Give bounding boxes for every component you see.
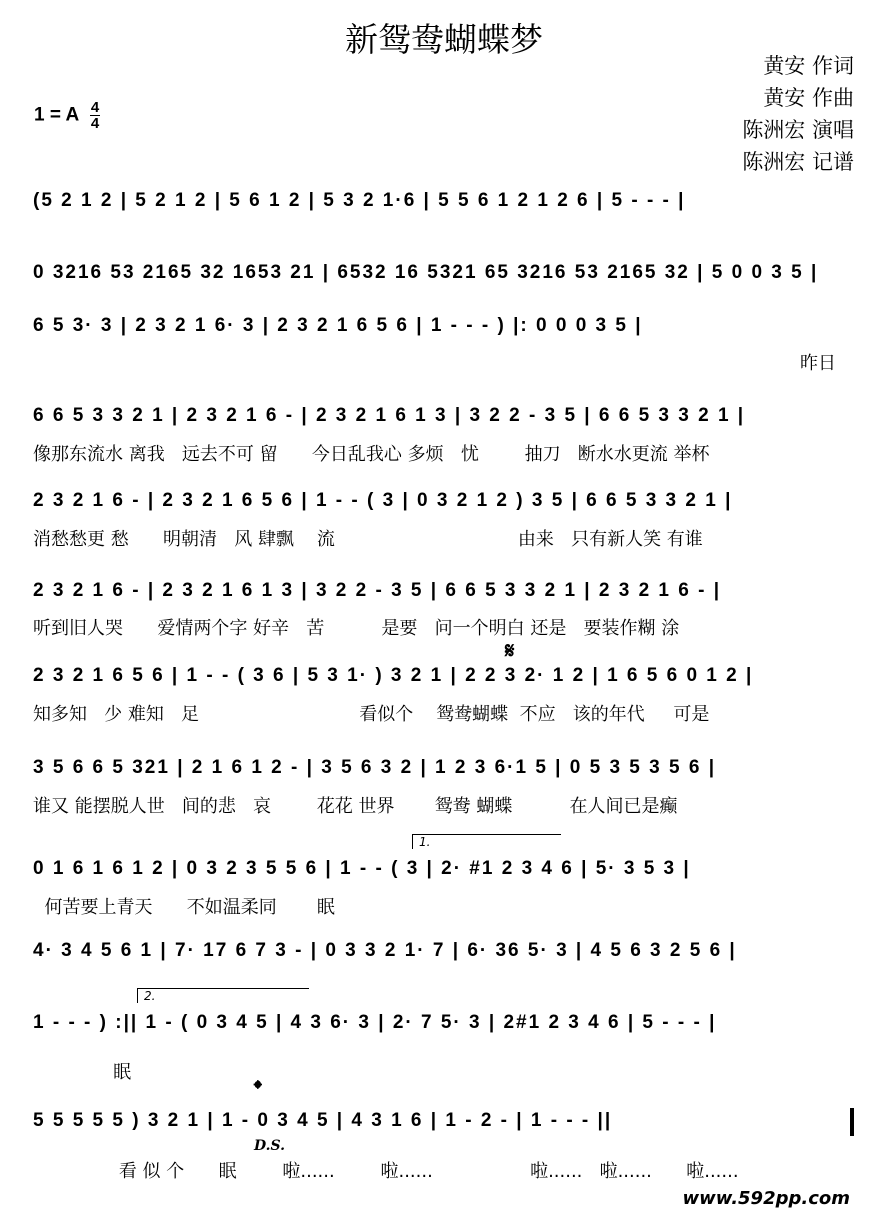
staff-6-lyrics: 听到旧人哭 爱情两个字 好辛 苦 是要 问一个明白 还是 要装作糊 涂 bbox=[33, 618, 680, 639]
coda-icon: 𝄌 bbox=[254, 1076, 262, 1102]
staff-2-notes: 0 3216 53 2165 32 1653 21 | 6532 16 5321 65 3216 53 2165 32 | 5 0 0 3 5 | bbox=[33, 262, 819, 283]
composer-credit: 黄安 作曲 bbox=[763, 86, 854, 110]
second-ending-bracket bbox=[137, 988, 309, 1003]
staff-8-notes: 3 5 6 6 5 321 | 2 1 6 1 2 - | 3 5 6 3 2 | 1 2 3 6·1 5 | 0 5 3 5 3 5 6 | bbox=[33, 757, 717, 778]
staff-11-notes: 1 - - - ) :|| 1 - ( 0 3 4 5 | 4 3 6· 3 | 2· 7 5· 3 | 2#1 2 3 4 6 | 5 - - - | bbox=[33, 1012, 717, 1033]
ds-marking: D.S. bbox=[254, 1138, 286, 1154]
transcriber-credit: 陈洲宏 记谱 bbox=[742, 150, 854, 174]
staff-3-notes: 6 5 3· 3 | 2 3 2 1 6· 3 | 2 3 2 1 6 5 6 | 1 - - - ) |: 0 0 0 3 5 | bbox=[33, 315, 643, 336]
staff-9-lyrics: 何苦要上青天 不如温柔同 眠 bbox=[33, 897, 335, 918]
staff-7-lyrics: 知多知 少 难知 足 看似个 鸳鸯蝴蝶 不应 该的年代 可是 bbox=[33, 704, 710, 725]
first-ending-bracket bbox=[412, 834, 561, 849]
staff-5-lyrics: 消愁愁更 愁 明朝清 风 肆飘 流 由来 只有新人笑 有谁 bbox=[33, 529, 703, 550]
staff-1-notes: (5 2 1 2 | 5 2 1 2 | 5 6 1 2 | 5 3 2 1·6 | 5 5 6 1 2 1 2 6 | 5 - - - | bbox=[33, 190, 686, 211]
singer-credit: 陈洲宏 演唱 bbox=[742, 118, 854, 142]
time-signature bbox=[90, 100, 100, 131]
staff-12-notes: 5 5 5 5 5 ) 3 2 1 | 1 - 0 3 4 5 | 4 3 1 6 | 1 - 2 - | 1 - - - || bbox=[33, 1110, 613, 1131]
staff-6-notes: 2 3 2 1 6 - | 2 3 2 1 6 1 3 | 3 2 2 - 3 5 | 6 6 5 3 3 2 1 | 2 3 2 1 6 - | bbox=[33, 580, 722, 601]
staff-9-notes: 0 1 6 1 6 1 2 | 0 3 2 3 5 5 6 | 1 - - ( 3 | 2· #1 2 3 4 6 | 5· 3 5 3 | bbox=[33, 858, 691, 879]
staff-5-notes: 2 3 2 1 6 - | 2 3 2 1 6 5 6 | 1 - - ( 3 | 0 3 2 1 2 ) 3 5 | 6 6 5 3 3 2 1 | bbox=[33, 490, 733, 511]
key-label: 1 = A bbox=[34, 104, 79, 126]
segno-icon: 𝄋 bbox=[505, 638, 515, 664]
time-denominator: 4 bbox=[90, 115, 100, 132]
staff-4-lyrics: 像那东流水 离我 远去不可 留 今日乱我心 多烦 忧 抽刀 断水水更流 举杯 bbox=[33, 444, 710, 465]
first-ending-label: 1. bbox=[419, 835, 431, 849]
watermark: www.592pp.com bbox=[682, 1188, 850, 1209]
staff-11-lyrics: 眠 bbox=[33, 1062, 132, 1083]
lyricist-credit: 黄安 作词 bbox=[763, 54, 854, 78]
staff-12-lyrics: 看 似 个 眠 啦...... 啦...... 啦...... 啦...... 啦...... bbox=[33, 1161, 739, 1182]
second-ending-label: 2. bbox=[144, 989, 156, 1003]
staff-4-notes: 6 6 5 3 3 2 1 | 2 3 2 1 6 - | 2 3 2 1 6 1 3 | 3 2 2 - 3 5 | 6 6 5 3 3 2 1 | bbox=[33, 405, 746, 426]
staff-10-notes: 4· 3 4 5 6 1 | 7· 17 6 7 3 - | 0 3 3 2 1· 7 | 6· 36 5· 3 | 4 5 6 3 2 5 6 | bbox=[33, 940, 737, 961]
staff-8-lyrics: 谁又 能摆脱人世 间的悲 哀 花花 世界 鸳鸯 蝴蝶 在人间已是癫 bbox=[33, 796, 678, 817]
final-barline bbox=[850, 1108, 854, 1136]
key-signature bbox=[34, 100, 100, 131]
staff-3-lyrics: 昨日 bbox=[800, 353, 836, 374]
song-title: 新鸳鸯蝴蝶梦 bbox=[345, 20, 543, 59]
time-numerator: 4 bbox=[90, 99, 100, 116]
staff-7-notes: 2 3 2 1 6 5 6 | 1 - - ( 3 6 | 5 3 1· ) 3 2 1 | 2 2 3 2· 1 2 | 1 6 5 6 0 1 2 | bbox=[33, 665, 754, 686]
